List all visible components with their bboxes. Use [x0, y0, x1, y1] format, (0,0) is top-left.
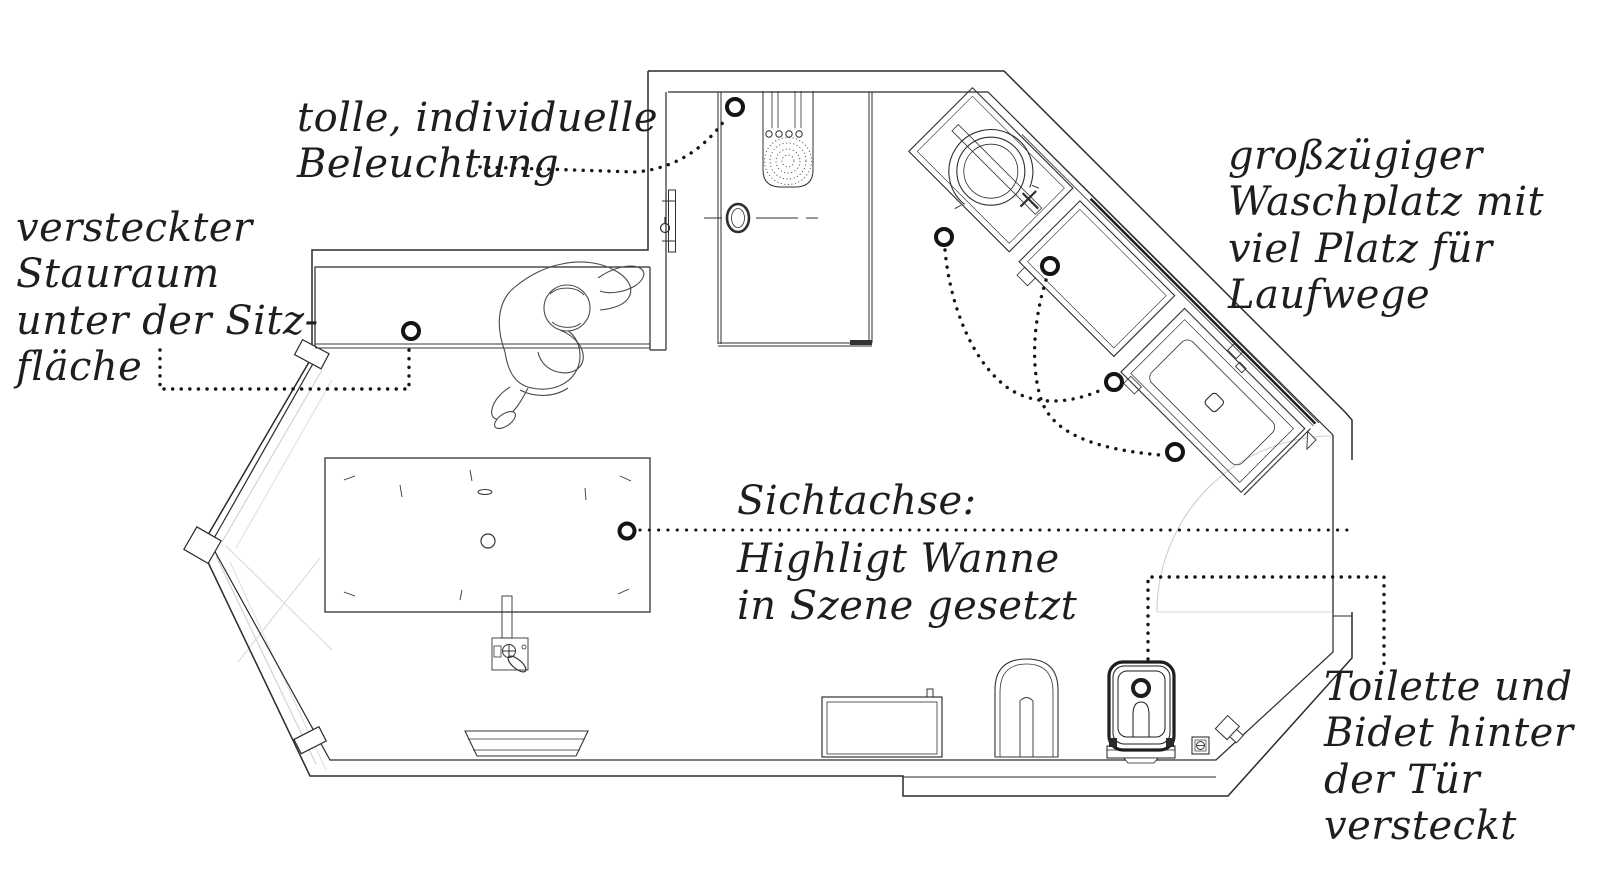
annotation-line: großzügiger	[1228, 133, 1483, 179]
marker-walkway-d	[1167, 444, 1183, 460]
storage-bench	[315, 344, 650, 348]
marker-storage	[403, 323, 419, 339]
annotation-line: tolle, individuelle	[297, 95, 658, 141]
annotation-line: Stauraum	[16, 251, 220, 298]
bay-window-faint-lines	[216, 370, 332, 770]
marker-lighting	[727, 99, 743, 115]
overflow	[478, 490, 492, 495]
tub-faucet	[492, 596, 528, 675]
door-swing-arc	[1157, 436, 1333, 612]
drain	[481, 534, 495, 548]
annotation-line: Sichtachse:	[737, 478, 977, 524]
sink-drain	[1204, 392, 1225, 413]
annotation-line: versteckt	[1324, 803, 1517, 850]
annotation-line: Waschplatz mit	[1228, 179, 1545, 226]
rain-shower-head	[765, 138, 812, 185]
annotation-sightline	[737, 478, 1077, 629]
floor-drain	[1192, 737, 1209, 754]
annotation-lighting	[297, 95, 658, 188]
annotation-line: unter der Sitz-	[16, 297, 319, 344]
marker-walkway-c	[1106, 374, 1122, 390]
bathtub	[325, 458, 650, 675]
annotation-line: viel Platz für	[1228, 225, 1493, 272]
walkway-arc-1	[945, 250, 1101, 401]
annotation-line: der Tür	[1324, 756, 1481, 803]
wall-fitting	[661, 190, 677, 252]
annotation-line: Highligt Wanne	[737, 536, 1060, 583]
annotation-line: Beleuchtung	[297, 141, 560, 188]
annotation-toilet	[1324, 664, 1573, 850]
toilet	[1107, 662, 1175, 763]
marker-walkway-b	[1042, 258, 1058, 274]
shower-enclosure	[661, 91, 873, 346]
toilet-drain	[1133, 680, 1149, 696]
annotation-line: versteckter	[16, 205, 253, 251]
annotation-line: in Szene gesetzt	[737, 582, 1078, 629]
bidet	[995, 659, 1058, 757]
annotation-line: Laufwege	[1228, 272, 1431, 319]
floor-trough	[465, 731, 588, 756]
low-cabinet	[822, 689, 942, 757]
annotation-line: fläche	[16, 344, 143, 391]
annotation-storage	[16, 205, 319, 391]
marker-sightline	[620, 524, 635, 539]
shower-door-pivot	[850, 340, 872, 345]
annotation-washplace	[1228, 133, 1544, 319]
walkway-arc-2	[1035, 280, 1160, 455]
round-basin-unit	[903, 88, 1073, 258]
wall-jamb-blocks	[184, 340, 329, 754]
sink-unit	[1117, 301, 1312, 496]
marker-walkway-a	[936, 229, 952, 245]
annotation-line: Bidet hinter	[1324, 710, 1574, 757]
door-side-unit	[1215, 716, 1246, 746]
leader-toilet	[1148, 577, 1384, 666]
person-figure	[492, 262, 644, 432]
annotation-line: Toilette und	[1324, 664, 1573, 710]
